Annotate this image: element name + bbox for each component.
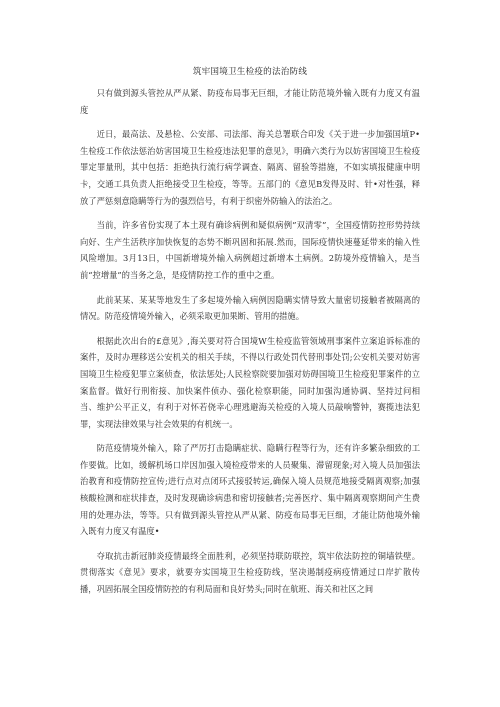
- paragraph-7: 夺取抗击新冠肺炎疫情最终全面胜利，必须坚持联防联控，筑牢依法防控的铜墙铁壁。贯彻落实《意见》要求，就要夯实国境卫生检疫防线，坚决遏制疫病疫情通过口岸扩散传播，巩固拓展全国疫情防控的有利局面和良好势头;同时在航班、海关和社区之间: [80, 550, 420, 595]
- paragraph-6: 防范疫情境外输入，除了严厉打击隐瞒症状、隐瞒行程等行为，还有许多繁杂细致的工作要做。比如，缓解机场口岸因加强入境检疫带来的人员聚集、滞留现象;对入境人员加强法治教育和疫情防控宣传;进行点对点闭环式接驳转运,确保入境人员规范地接受隔离观察;加强核酸检测和症状排查，及时发现确诊病患和密切接触者;完善医疗、集中隔离观察期间产生费用的处理办法，等等。只有做到源头管控从严从紧、防疫布局事无巨细，才能让防他境外输入既有力度又有温度•: [80, 443, 420, 537]
- paragraph-1: 只有做到源头管控从严从紧、防疫布局事无巨细，才能让防范境外输入既有力度又有温度: [80, 88, 420, 115]
- paragraph-4: 此前某某、某某等地发生了多起境外输入病例因隐瞒实情导致大量密切接触者被隔离的情况。防范疫情境外输入，必须采取更加果断、管用的措施。: [80, 294, 420, 322]
- paragraph-5: 根据此次出台的£意见》,海关要对符合国境W生检疫监管领域刑事案件立案追诉标准的案件，及时办理移送公安机关的相关手续，不得以行政处罚代替刑事处罚;公安机关要对妨害国境卫生检疫犯罪立案侦查，依法惩处;人民检察院要加强对妨碍国境卫生检疫犯罪案件的立案监督。做好行刑衔接、加快案件侦办、强化检察职能，同时加强沟通协调、坚持过问相当、维护公平正义，有利于对怀若侥幸心理逃避海关检疫的入境人员敲响警钟，赛揽违法犯罪，实现法律效果与社会效果的有机统一。: [80, 335, 420, 429]
- paragraph-2: 近日，最高法、及悬检、公安部、司法部、海关总署联合印发《关于进一步加强国埴P•生检疫工作依法惩治妨害国境卫生检疫违法犯罪的意见》，明确六类行为以妨害国境卫生检疫罪定罪量刑，其中包括：拒绝执行流行病学调查、隔离、留验等措施，不如实填报健康申明卡，交通工具负责人拒绝接受卫生检疫，等等。五部门的《意见B发得及时、针•对性强，释放了严惩刻意隐瞒等行为的强烈信号，有利于织密外防输入的法治之。: [80, 129, 420, 206]
- document-title: 筑牢国境卫生检疫的法治防线: [192, 67, 308, 77]
- paragraph-3: 当前，许多省份实现了本土现有确诊病例和疑似病例”双清零”，全国疫情防控形势持续向好、生产生活秩序加快恢复的态势不断巩固和拓展.然而，国际疫情快速蔓延带来的输入性风险增加。3月13日，中国新增境外输入病例超过新增本土病例。2防境外疫情输入，是当前“控增量”的当务之急，是疫情防控工作的重中之重。: [80, 220, 420, 280]
